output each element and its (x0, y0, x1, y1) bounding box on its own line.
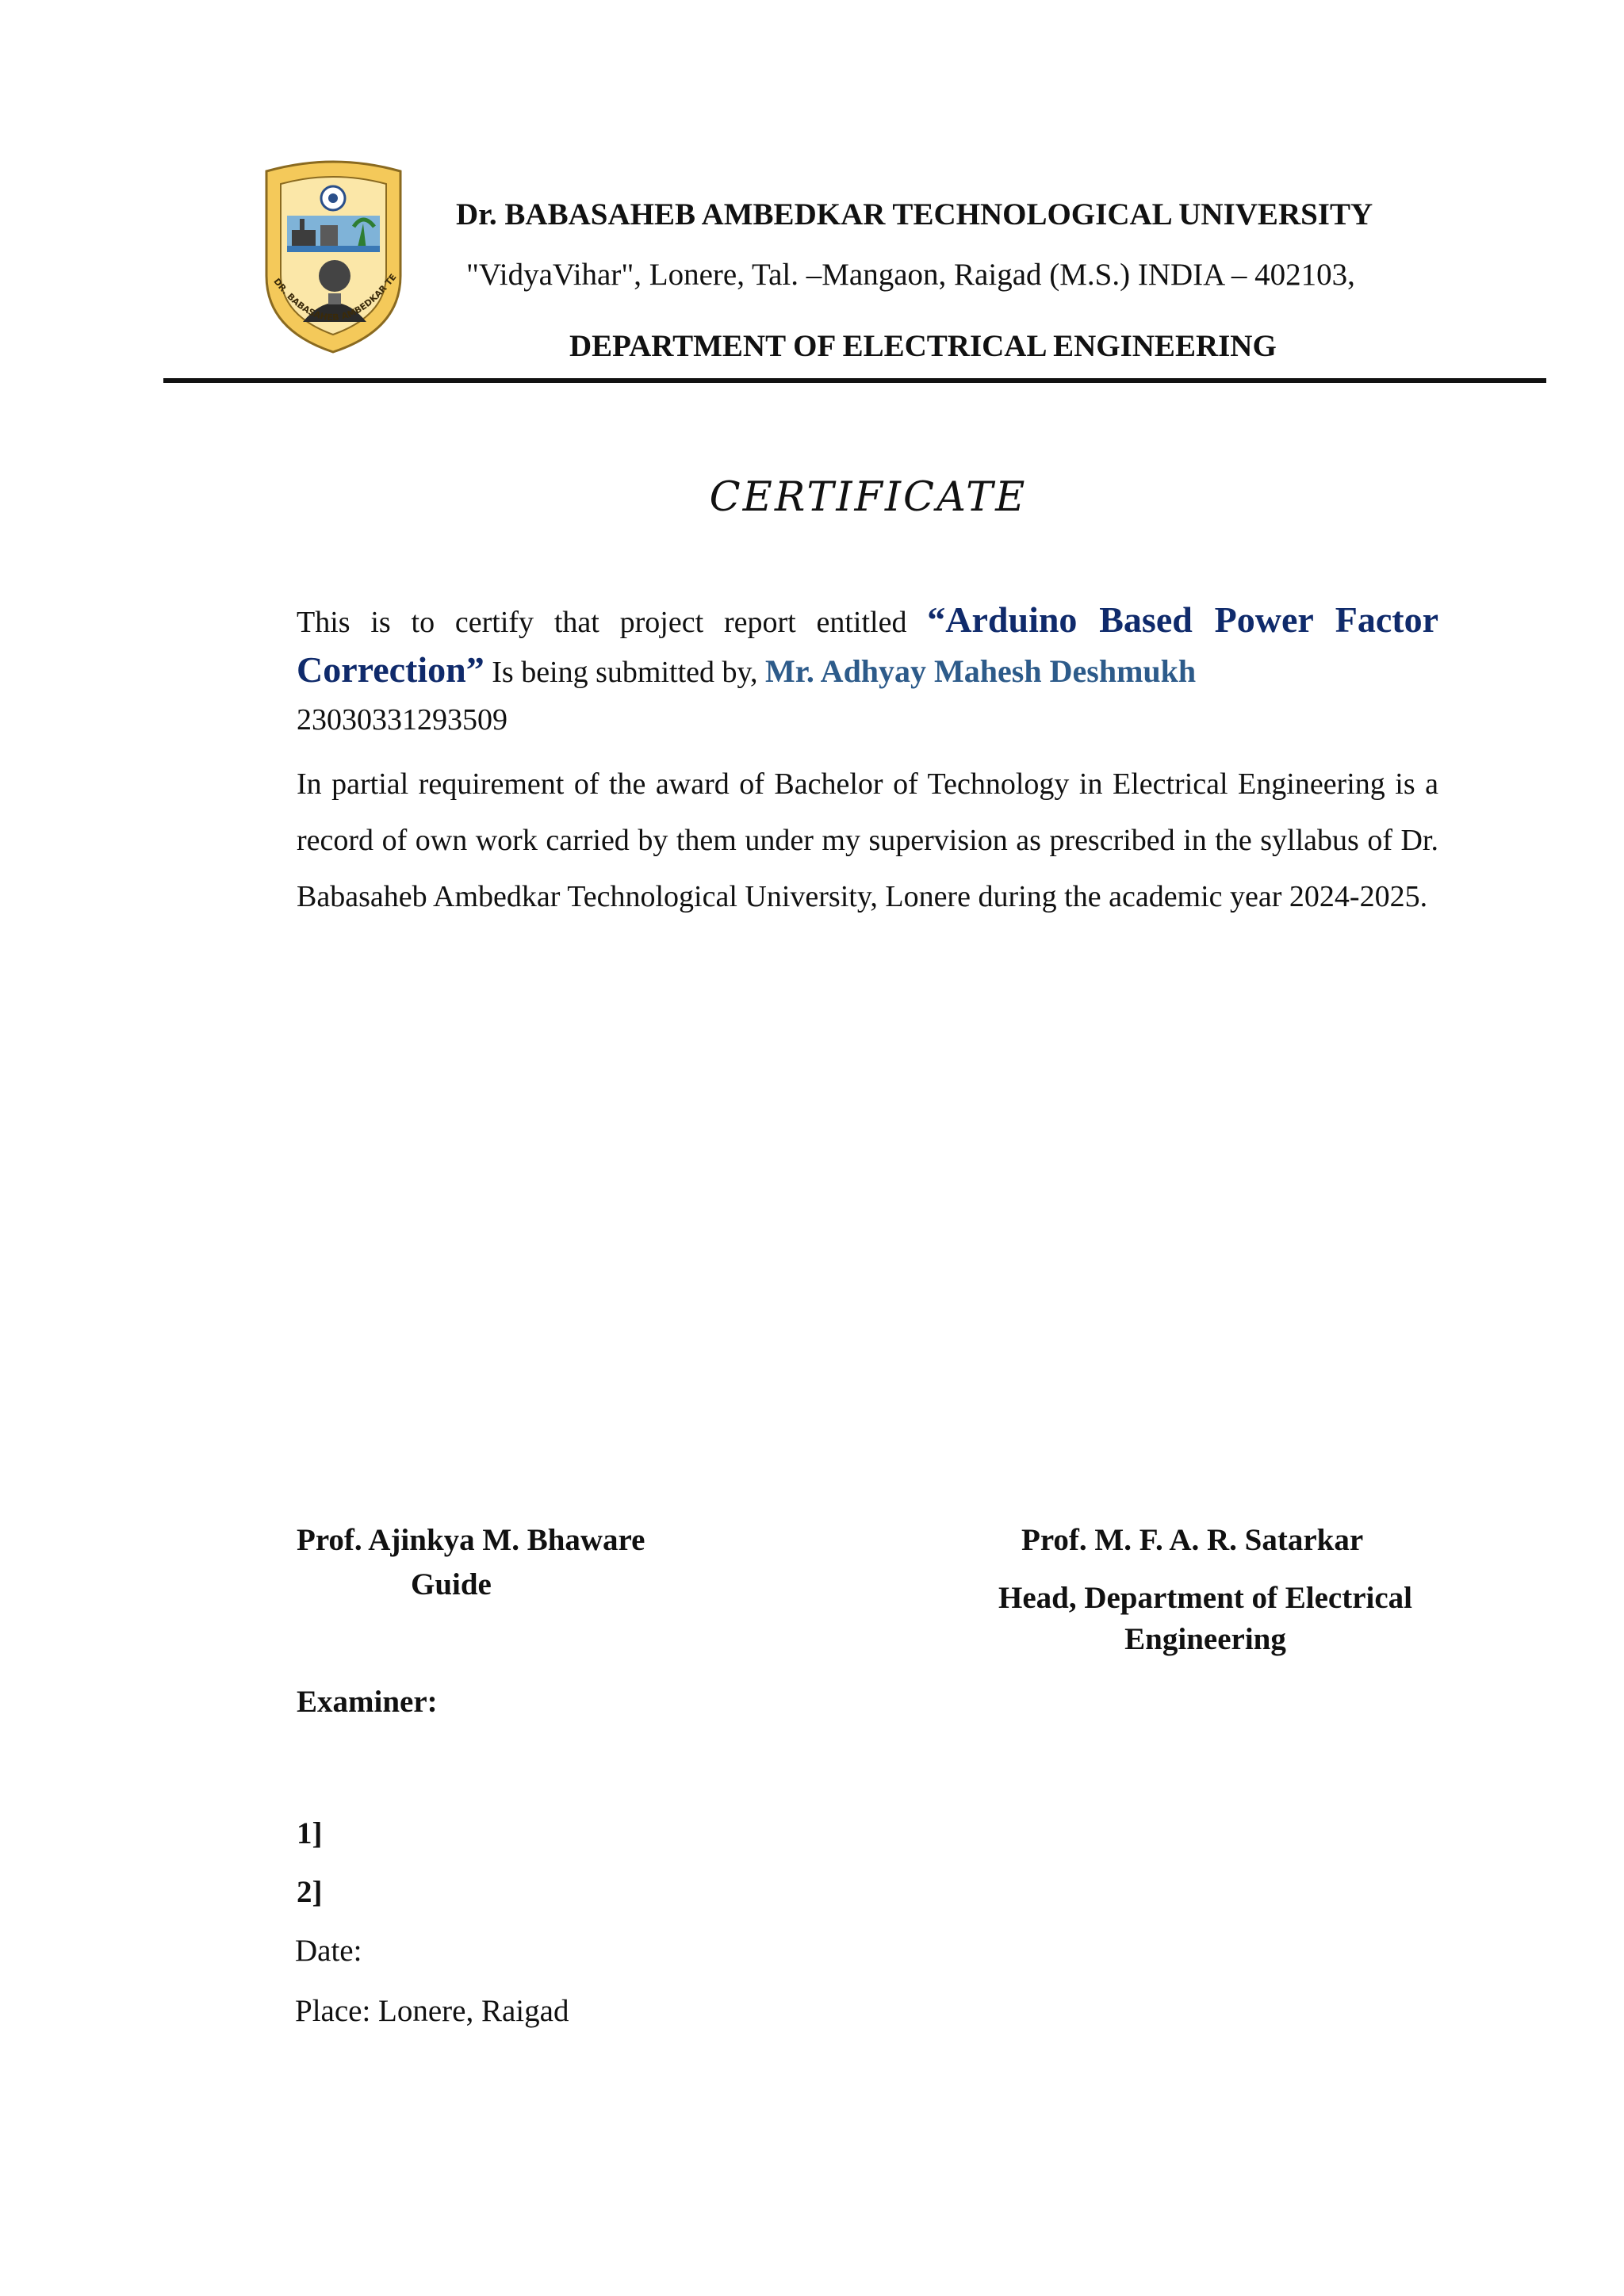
submitted-by-text: Is being submitted by, (484, 656, 766, 689)
certification-statement (297, 596, 1438, 744)
hod-role: Head, Department of Electrical Engineering (998, 1581, 1412, 1656)
certificate-heading: CERTIFICATE (709, 474, 1028, 521)
place-label: Place: Lonere, Raigad (295, 1994, 569, 2028)
guide-name: Prof. Ajinkya M. Bhaware (297, 1523, 645, 1557)
student-name: Mr. Adhyay Mahesh Deshmukh (765, 653, 1197, 689)
guide-role: Guide (411, 1567, 492, 1601)
header-divider (163, 378, 1546, 383)
hod-name: Prof. M. F. A. R. Satarkar (1021, 1523, 1364, 1557)
university-name: Dr. BABASAHEB AMBEDKAR TECHNOLOGICAL UNIVERSITY (456, 197, 1373, 232)
certification-body: In partial requirement of the award of Bachelor of Technology in Electrical Engineering is a record of own work carried by them under my supervision as prescribed in the syllabus of Dr. Babasaheb Ambedkar Technological University, Lonere during the academic year 2024-2025. (297, 767, 1438, 913)
certification-intro: This is to certify that project report entitled (297, 606, 928, 639)
student-id: 23030331293509 (297, 703, 508, 737)
date-label: Date: (295, 1934, 362, 1968)
university-address: "VidyaVihar", Lonere, Tal. –Mangaon, Raigad (M.S.) INDIA – 402103, (466, 258, 1355, 292)
university-logo (252, 157, 415, 355)
logo-ribbon-text: DR. BABASAHEB AMBEDKAR TE (271, 272, 399, 323)
project-title: “Arduino Based Power Factor Correction” (297, 599, 1439, 690)
examiner-1: 1] (297, 1816, 323, 1850)
department-name: DEPARTMENT OF ELECTRICAL ENGINEERING (569, 329, 1277, 363)
examiner-2: 2] (297, 1875, 323, 1909)
examiner-label: Examiner: (297, 1685, 438, 1719)
